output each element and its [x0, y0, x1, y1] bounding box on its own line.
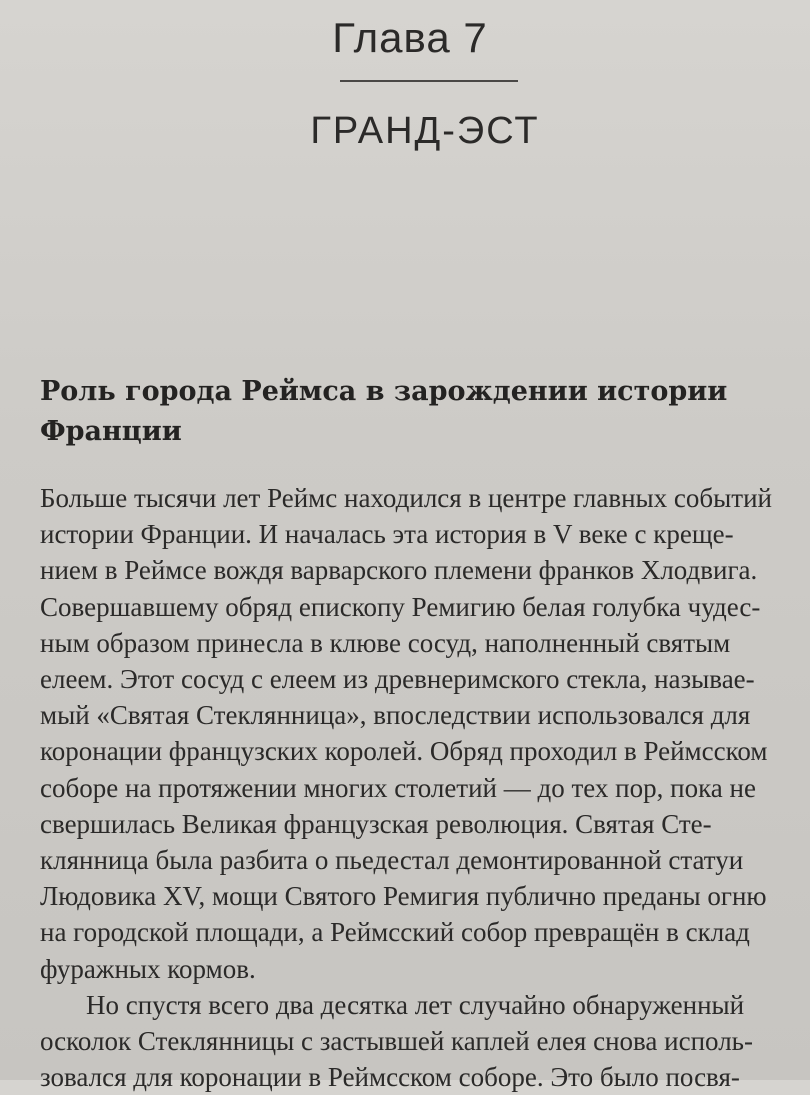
- text-line: фуражных кормов.: [40, 953, 256, 984]
- text-line: истории Франции. И началась эта история в V веке с креще-: [40, 519, 734, 550]
- text-line: Людовика XV, мощи Святого Ремигия публично преданы огню: [40, 881, 767, 912]
- chapter-divider: [340, 80, 518, 82]
- text-line: соборе на протяжении многих столетий — до тех пор, пока не: [40, 772, 756, 803]
- section-heading: [40, 372, 760, 452]
- text-line: ным образом принесла в клюве сосуд, наполненный святым: [40, 627, 731, 658]
- section-heading-line: Франции: [40, 416, 182, 447]
- chapter-title: ГРАНД-ЭСТ: [310, 110, 540, 152]
- section-heading-line: Роль города Реймса в зарождении истории: [40, 376, 728, 407]
- text-line: Совершавшему обряд епископу Ремигию белая голубка чудес-: [40, 591, 761, 622]
- text-line: нием в Реймсе вождя варварского племени франков Хлодвига.: [40, 555, 758, 586]
- text-line: на городской площади, а Реймсский собор превращён в склад: [40, 917, 750, 948]
- text-line: мый «Святая Стеклянница», впоследствии использовался для: [40, 700, 751, 731]
- text-line: зовался для коронации в Реймсском соборе. Это было посвя-: [40, 1062, 740, 1093]
- body-paragraphs: [40, 480, 810, 1095]
- text-line: осколок Стеклянницы с застывшей каплей елея снова исполь-: [40, 1026, 753, 1057]
- text-line: клянница была разбита о пьедестал демонтированной статуи: [40, 845, 744, 876]
- text-line: свершилась Великая французская революция. Святая Сте-: [40, 808, 712, 839]
- text-line: Больше тысячи лет Реймс находился в центре главных событий: [40, 483, 772, 513]
- text-line: Но спустя всего два десятка лет случайно обнаруженный: [86, 989, 745, 1020]
- text-line: елеем. Этот сосуд с елеем из древнеримского стекла, называе-: [40, 664, 755, 695]
- chapter-number: Глава 7: [332, 14, 488, 61]
- text-line: коронации французских королей. Обряд проходил в Реймсском: [40, 736, 768, 767]
